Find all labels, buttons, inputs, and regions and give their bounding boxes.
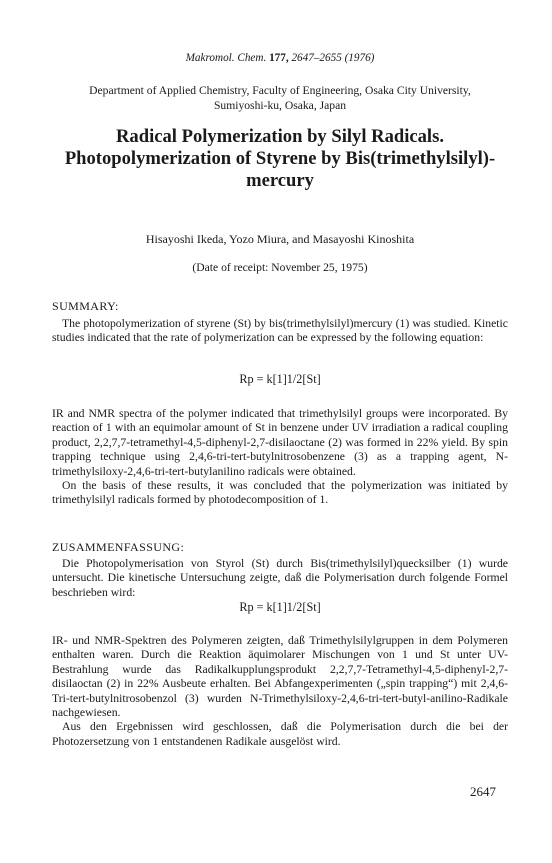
journal-pages-year: 2647–2655 (1976) bbox=[291, 52, 375, 64]
title-line: Photopolymerization of Styrene by Bis(trimethylsilyl)- bbox=[64, 148, 496, 169]
rate-equation bbox=[52, 600, 508, 615]
zusammenfassung-paragraph: Die Photopolymerisation von Styrol (St) durch Bis(trimethylsilyl)quecksilber (1) wurde untersucht. Die kinetische Untersuchung zeigte, daß die Polymerisation durch folgende Formel beschrieben wird: bbox=[52, 557, 508, 599]
summary-paragraph: On the basis of these results, it was concluded that the polymerization was initiated by trimethylsilyl radicals formed by photodecomposition of 1. bbox=[52, 479, 508, 507]
paper-title bbox=[52, 126, 508, 192]
affiliation-line: Sumiyoshi-ku, Osaka, Japan bbox=[213, 99, 347, 112]
affiliation bbox=[52, 83, 508, 113]
journal-citation bbox=[52, 52, 508, 64]
equation-text: Rp = k[1]1/2[St] bbox=[239, 600, 321, 614]
equation-text: Rp = k[1]1/2[St] bbox=[239, 372, 321, 386]
summary-heading: SUMMARY: bbox=[52, 299, 119, 313]
summary-paragraph: IR and NMR spectra of the polymer indicated that trimethylsilyl groups were incorporated. By reaction of 1 with an equimolar amount of St in benzene under UV irradiation a radical coupling product, 2,2,7,7-tetramethyl-4,5-diphenyl-2,7-disilaoctane (2) was formed in 22% yield. By spin trapping technique using 2,4,6-tri-tert-butylnitrosobenzene (3) as a trapping agent, N-trimethylsiloxy-2,4,6-tri-tert-butylanilino radicals were obtained. bbox=[52, 407, 508, 478]
title-line: Radical Polymerization by Silyl Radicals. bbox=[116, 126, 444, 147]
zusammenfassung-heading: ZUSAMMENFASSUNG: bbox=[52, 540, 185, 554]
date-of-receipt: (Date of receipt: November 25, 1975) bbox=[192, 261, 368, 274]
affiliation-line: Department of Applied Chemistry, Faculty of Engineering, Osaka City University, bbox=[89, 84, 471, 97]
zusammenfassung-paragraph: IR- und NMR-Spektren des Polymeren zeigten, daß Trimethylsilylgruppen in dem Polymeren enthalten waren. Durch die Reaktion äquimolarer Mischungen von 1 und St unter UV-Bestrahlung wurde das Radikalkupplungsprodukt 2,2,7,7-Tetramethyl-4,5-diphenyl-2,7-disilaoctan (2) in 22% Ausbeute erhalten. Bei Abfangexperimenten („spin trapping“) mit 2,4,6-Tri-tert-butylnitrosobenzol (3) wurden N-Trimethylsiloxy-2,4,6-tri-tert-butyl-anilino-Radikale nachgewiesen. bbox=[52, 634, 508, 720]
zusammenfassung-body bbox=[52, 634, 508, 749]
zusammenfassung-paragraph: Aus den Ergebnissen wird geschlossen, daß die Polymerisation durch die bei der Photozersetzung von 1 entstandenen Radikale ausgelöst wird. bbox=[52, 720, 508, 748]
authors: Hisayoshi Ikeda, Yozo Miura, and Masayoshi Kinoshita bbox=[145, 232, 415, 246]
page-number: 2647 bbox=[470, 784, 496, 799]
journal-name: Makromol. Chem. bbox=[185, 52, 267, 64]
summary-body bbox=[52, 407, 508, 508]
title-line: mercury bbox=[246, 170, 314, 191]
summary-paragraph: The photopolymerization of styrene (St) by bis(trimethylsilyl)mercury (1) was studied. Kinetic studies indicated that the rate of polymerization can be expressed by the following equation: bbox=[52, 317, 508, 345]
rate-equation bbox=[52, 372, 508, 387]
journal-volume: 177, bbox=[269, 52, 289, 64]
